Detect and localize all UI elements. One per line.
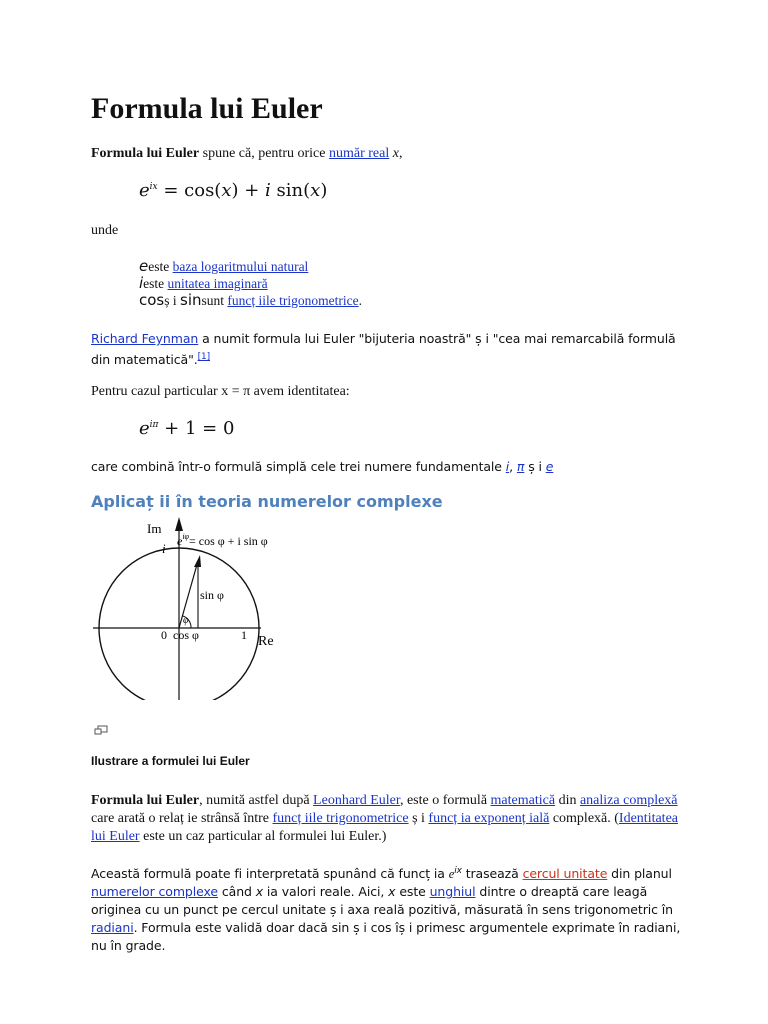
formula-euler: $e^{ix} = \cos(x) + i$ sin(x)	[139, 180, 328, 201]
intro-paragraph: Formula lui Euler spune că, pentru orice număr real x,	[91, 146, 403, 161]
intro-bold: Formula lui Euler	[91, 146, 200, 161]
link-richard-feynman[interactable]: Richard Feynman	[91, 331, 199, 346]
link-numerelor-complexe[interactable]: numerelor complexe	[91, 884, 218, 900]
origin-label: 0	[161, 628, 167, 642]
link-baza-logaritmului[interactable]: baza logaritmului natural	[172, 259, 309, 274]
link-functii-trig[interactable]: funcț iile trigonometrice	[227, 293, 359, 308]
link-identitatea-lui-euler[interactable]: Identitatea lui Euler	[91, 811, 678, 844]
re-label: Re	[258, 634, 274, 649]
page-title: Formula lui Euler	[91, 92, 323, 125]
definitions-list	[139, 258, 362, 309]
link-e[interactable]: e	[545, 459, 554, 474]
section-heading: Aplicaț ii în teoria numerelor complexe	[91, 492, 443, 511]
link-leonhard-euler[interactable]: Leonhard Euler	[313, 793, 400, 808]
combina-paragraph: care combină într-o formulă simplă cele trei numere fundamentale i, π ș i e	[91, 459, 554, 474]
link-numar-real[interactable]: număr real	[328, 146, 390, 161]
def-trig: cosș i sinsunt funcț iile trigonometrice.	[139, 291, 362, 309]
link-functia-exponentiala[interactable]: funcț ia exponenț ială	[428, 811, 550, 826]
feynman-paragraph: Richard Feynman a numit formula lui Euler "bijuteria noastră" ș i "cea mai remarcabilă formulă din matematică".[1]	[91, 331, 676, 368]
def-e: eeste baza logaritmului natural	[139, 257, 309, 275]
unit-circle-figure	[91, 515, 381, 700]
link-cercul-unitate[interactable]: cercul unitate	[522, 866, 608, 882]
enlarge-icon[interactable]	[94, 725, 108, 735]
one-label: 1	[241, 628, 247, 642]
i-label: i	[162, 541, 166, 556]
link-analiza-complexa[interactable]: analiza complexă	[579, 793, 678, 808]
unde-text: unde	[91, 223, 119, 238]
link-unghiul[interactable]: unghiul	[429, 884, 476, 900]
link-radiani[interactable]: radiani	[91, 920, 134, 936]
im-axis-arrow	[175, 517, 183, 531]
link-pi[interactable]: π	[516, 459, 525, 474]
link-functiile-trigonometrice[interactable]: funcț iile trigonometrice	[272, 811, 409, 826]
phi-label: φ	[183, 615, 189, 626]
sin-label: sin φ	[200, 588, 224, 602]
figure-equation: $e^{i\varphi}= \cos \varphi + i$ sin φ	[177, 532, 268, 548]
link-unitatea-imaginara[interactable]: unitatea imaginară	[167, 276, 268, 291]
formula-identity: $e^{i\pi} + 1 = 0$	[139, 418, 235, 439]
link-i[interactable]: i	[505, 459, 510, 474]
particular-paragraph: Pentru cazul particular x = π avem identitatea:	[91, 384, 350, 399]
def-i: ieste unitatea imaginară	[139, 274, 268, 292]
cos-label: cos φ	[173, 628, 199, 642]
interpretation-paragraph: Această formulă poate fi interpretată spunând că funcț ia $e^{ix}$ trasează cercul unitate din planul numerelor complexe când x ia valori reale. Aici, x este unghiul dintre o dreaptă care leagă originea cu un punct pe cercul unitate ș i axa reală pozitivă, măsurată în sens trigonometric în radiani. Formula este validă doar dacă sin ș i cos îș i primesc argumentele exprimate în radiani, nu în grade.	[91, 866, 681, 954]
figure-caption: Ilustrare a formulei lui Euler	[91, 754, 250, 768]
definition-paragraph: Formula lui Euler, numită astfel după Leonhard Euler, este o formulă matematică din analiza complexă care arată o relaț ie strânsă între funcț iile trigonometrice ș i funcț ia exponenț ială complexă. (Identitatea lui Euler este un caz particular al formulei lui Euler.)	[91, 793, 678, 844]
im-label: Im	[147, 521, 162, 536]
link-matematica[interactable]: matematică	[490, 793, 556, 808]
ref-1[interactable]: [1]	[197, 352, 211, 362]
